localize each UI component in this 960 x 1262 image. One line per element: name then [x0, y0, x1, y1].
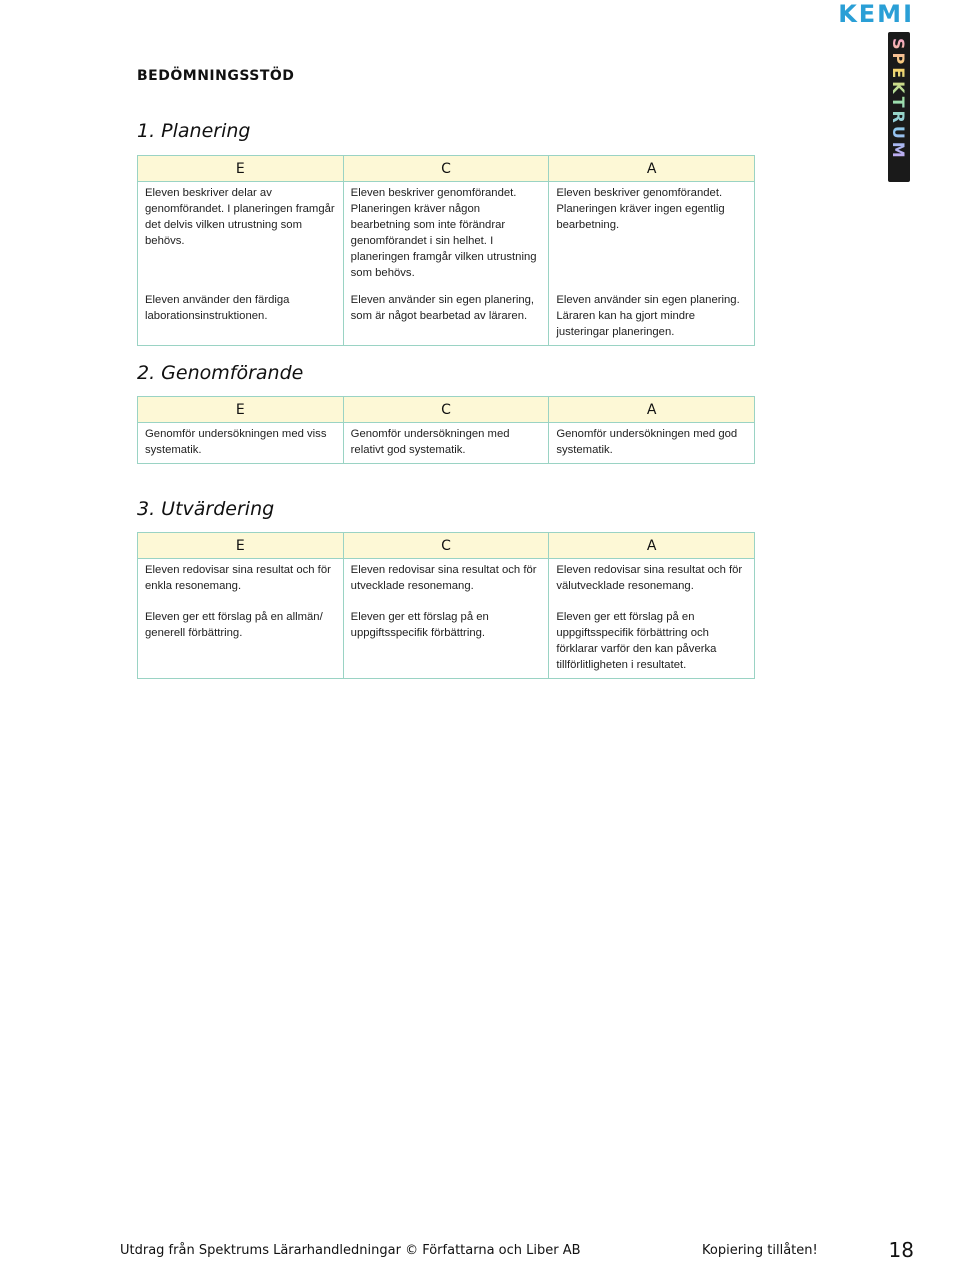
table-cell: Eleven redovisar sina resultat och för välutvecklade resonemang. — [549, 559, 755, 604]
table-cell: Eleven ger ett förslag på en uppgiftsspecifik förbättring och förklarar varför den kan påverka tillförlitligheten i resultatet. — [549, 603, 755, 679]
table-cell: Genomför undersökningen med viss systematik. — [138, 423, 344, 464]
table-cell: Eleven redovisar sina resultat och för enkla resonemang. — [138, 559, 344, 604]
column-header-a: A — [549, 156, 755, 182]
section-title-genomforande: 2. Genomförande — [137, 362, 304, 384]
table-row — [138, 182, 755, 287]
table-header-row — [138, 397, 755, 423]
column-header-e: E — [138, 533, 344, 559]
table-row — [138, 559, 755, 604]
table-header-row — [138, 156, 755, 182]
brand-vertical-wordmark — [888, 32, 910, 182]
table-header-row — [138, 533, 755, 559]
table-cell: Eleven ger ett förslag på en uppgiftsspecifik förbättring. — [343, 603, 549, 679]
column-header-e: E — [138, 156, 344, 182]
footer-source: Utdrag från Spektrums Lärarhandledningar © Författarna och Liber AB — [120, 1243, 581, 1258]
table-cell: Eleven beskriver genomförandet. Planeringen kräver någon bearbetning som inte förändrar genomförandet i sin helhet. I planeringen framgår vilken utrustning som behövs. — [343, 182, 549, 287]
rubric-table-genomforande — [137, 396, 755, 464]
column-header-e: E — [138, 397, 344, 423]
brand-logo — [838, 0, 914, 190]
column-header-a: A — [549, 533, 755, 559]
rubric-table-utvardering — [137, 532, 755, 679]
table-row — [138, 603, 755, 679]
column-header-c: C — [343, 397, 549, 423]
table-row — [138, 286, 755, 346]
table-cell: Eleven använder sin egen planering, som är något bearbetad av läraren. — [343, 286, 549, 346]
table-cell: Eleven använder sin egen planering. Läraren kan ha gjort mindre justeringar planeringen. — [549, 286, 755, 346]
table-row — [138, 423, 755, 464]
section-title-planering: 1. Planering — [137, 120, 251, 142]
rubric-table-planering — [137, 155, 755, 346]
table-cell: Genomför undersökningen med god systematik. — [549, 423, 755, 464]
page-eyebrow: BEDÖMNINGSSTÖD — [137, 68, 295, 84]
table-cell: Eleven redovisar sina resultat och för utvecklade resonemang. — [343, 559, 549, 604]
table-cell: Eleven använder den färdiga laborationsinstruktionen. — [138, 286, 344, 346]
column-header-a: A — [549, 397, 755, 423]
footer-copy-notice: Kopiering tillåten! — [702, 1243, 818, 1258]
table-cell: Eleven ger ett förslag på en allmän/ generell förbättring. — [138, 603, 344, 679]
table-cell: Eleven beskriver delar av genomförandet. I planeringen framgår det delvis vilken utrustning som behövs. — [138, 182, 344, 287]
section-title-utvardering: 3. Utvärdering — [137, 498, 275, 520]
table-cell: Eleven beskriver genomförandet. Planeringen kräver ingen egentlig bearbetning. — [549, 182, 755, 287]
brand-vertical-text: SPEKTRUM — [889, 38, 908, 161]
column-header-c: C — [343, 156, 549, 182]
brand-title: KEMI — [838, 0, 914, 28]
page-number: 18 — [888, 1238, 914, 1262]
table-cell: Genomför undersökningen med relativt god systematik. — [343, 423, 549, 464]
column-header-c: C — [343, 533, 549, 559]
